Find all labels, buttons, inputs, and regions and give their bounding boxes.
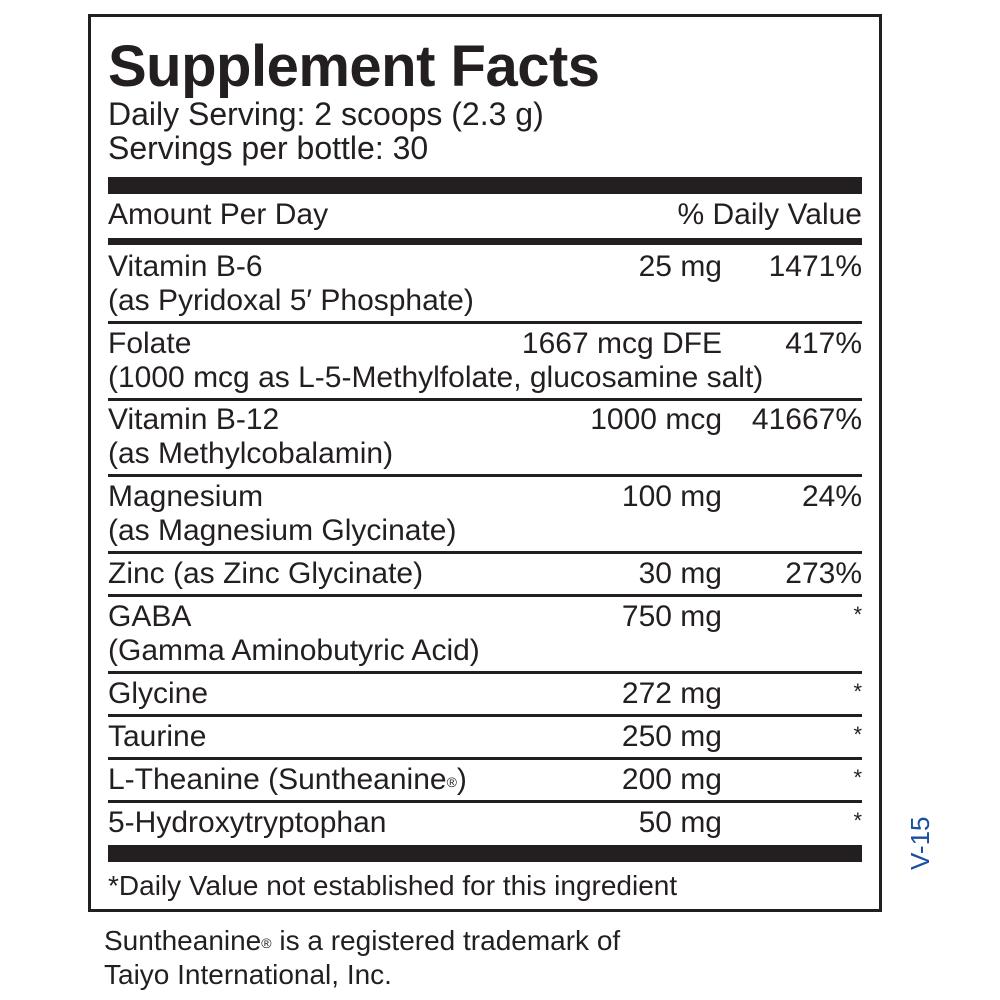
trademark-line-1 xyxy=(104,924,620,958)
nutrient-amount: 100 mg xyxy=(621,480,722,513)
row-divider xyxy=(108,594,862,597)
nutrient-amount: 272 mg xyxy=(621,677,722,710)
row-divider xyxy=(108,551,862,554)
row-divider xyxy=(108,757,862,760)
nutrient-amount: 30 mg xyxy=(638,557,722,590)
thick-divider xyxy=(108,177,862,194)
nutrient-name: GABA xyxy=(108,600,192,633)
nutrient-name xyxy=(108,763,467,797)
theanine-name-text: L-Theanine (Suntheanine xyxy=(108,763,447,796)
nutrient-name: Magnesium xyxy=(108,480,264,513)
servings-per-container: Servings per bottle: 30 xyxy=(108,130,429,166)
nutrient-source: (as Pyridoxal 5′ Phosphate) xyxy=(108,284,474,317)
nutrient-daily-value: 1471% xyxy=(768,250,862,283)
nutrient-source: (1000 mcg as L-5-Methylfolate, glucosamine salt) xyxy=(108,361,764,394)
trademark-line-2: Taiyo International, Inc. xyxy=(104,959,392,990)
trademark-text: is a registered trademark of xyxy=(271,925,621,956)
trademark-note xyxy=(104,924,620,992)
row-divider xyxy=(108,321,862,324)
amount-per-day-header: Amount Per Day xyxy=(108,198,329,231)
serving-info xyxy=(108,97,544,165)
row-divider xyxy=(108,474,862,477)
registered-mark: ® xyxy=(446,774,457,790)
nutrient-daily-value: 417% xyxy=(785,327,862,360)
nutrient-amount: 250 mg xyxy=(621,720,722,753)
nutrient-source: (as Magnesium Glycinate) xyxy=(108,514,457,547)
theanine-name-end: ) xyxy=(456,763,467,796)
row-divider xyxy=(108,398,862,401)
nutrient-source: (Gamma Aminobutyric Acid) xyxy=(108,634,480,667)
row-divider xyxy=(108,671,862,674)
nutrient-daily-value: 41667% xyxy=(751,403,862,436)
daily-value-footnote: *Daily Value not established for this ingredient xyxy=(108,870,678,901)
nutrient-daily-value: 273% xyxy=(785,557,862,590)
nutrient-name: Zinc (as Zinc Glycinate) xyxy=(108,557,424,590)
version-code: V-15 xyxy=(905,816,935,870)
trademark-brand: Suntheanine xyxy=(104,925,262,956)
nutrient-name: Vitamin B-6 xyxy=(108,250,263,283)
nutrient-source: (as Methylcobalamin) xyxy=(108,437,394,470)
daily-value-header: % Daily Value xyxy=(677,198,862,231)
nutrient-name: Glycine xyxy=(108,677,209,710)
nutrient-amount: 200 mg xyxy=(621,763,722,796)
nutrient-name: Folate xyxy=(108,327,192,360)
row-divider xyxy=(108,800,862,803)
nutrient-amount: 1000 mcg xyxy=(590,403,722,436)
nutrient-daily-value: * xyxy=(853,765,862,790)
nutrient-name: 5-Hydroxytryptophan xyxy=(108,806,387,839)
nutrient-daily-value: * xyxy=(853,679,862,704)
nutrient-daily-value: * xyxy=(853,722,862,747)
header-divider xyxy=(108,238,862,245)
panel-title: Supplement Facts xyxy=(108,34,600,99)
nutrient-name: Vitamin B-12 xyxy=(108,403,280,436)
supplement-facts-panel xyxy=(88,14,882,912)
registered-mark: ® xyxy=(261,935,272,951)
row-divider xyxy=(108,714,862,717)
nutrient-daily-value: * xyxy=(853,602,862,627)
nutrient-amount: 1667 mcg DFE xyxy=(521,327,722,360)
serving-size: Daily Serving: 2 scoops (2.3 g) xyxy=(108,96,544,132)
nutrient-daily-value: * xyxy=(853,808,862,833)
nutrient-amount: 50 mg xyxy=(638,806,722,839)
nutrient-amount: 750 mg xyxy=(621,600,722,633)
thick-divider xyxy=(108,845,862,862)
nutrient-daily-value: 24% xyxy=(801,480,862,513)
nutrient-amount: 25 mg xyxy=(638,250,722,283)
nutrient-name: Taurine xyxy=(108,720,207,753)
